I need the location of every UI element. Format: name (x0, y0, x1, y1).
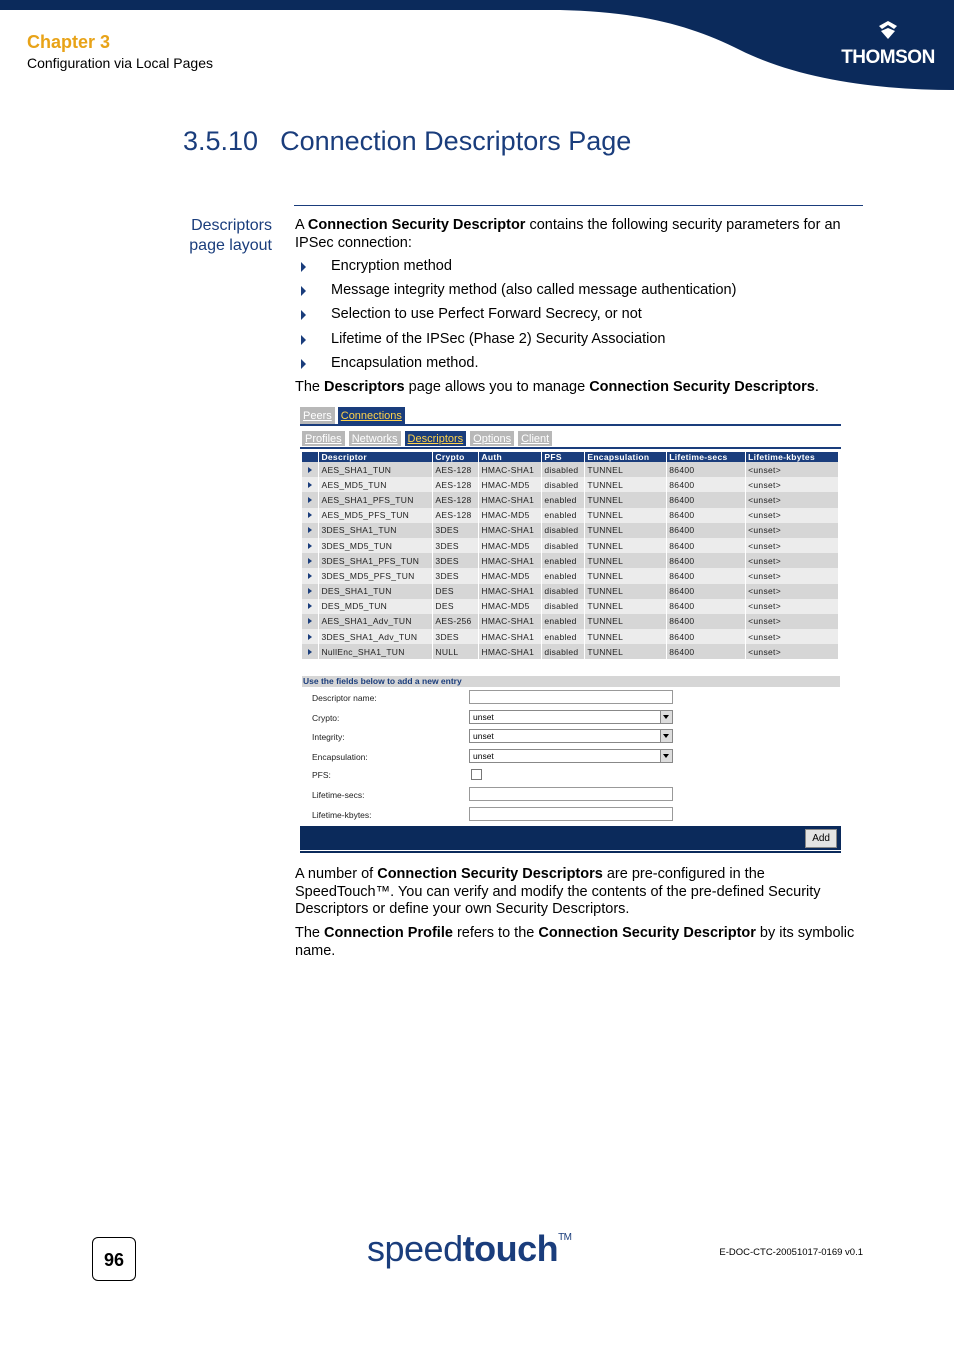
table-cell: HMAC-MD5 (479, 508, 542, 523)
table-cell: HMAC-MD5 (479, 568, 542, 583)
table-cell: HMAC-MD5 (479, 599, 542, 614)
table-cell: 86400 (667, 553, 746, 568)
chevron-down-icon (660, 730, 672, 742)
tab-divider (300, 424, 841, 426)
table-row[interactable] (302, 553, 839, 568)
button-bar (300, 826, 841, 852)
table-cell: DES (433, 584, 479, 599)
table-cell: 3DES_SHA1_Adv_TUN (319, 629, 433, 644)
row-arrow-icon[interactable] (308, 497, 312, 503)
tab-peers[interactable]: Peers (300, 407, 335, 424)
table-row[interactable] (302, 584, 839, 599)
list-item: Lifetime of the IPSec (Phase 2) Security Association (295, 331, 863, 355)
bullet-arrow-icon (301, 262, 306, 272)
brand-logo (838, 20, 938, 69)
top-tabs (300, 407, 405, 424)
table-cell: AES_MD5_PFS_TUN (319, 508, 433, 523)
row-arrow-icon[interactable] (308, 649, 312, 655)
table-cell: 86400 (667, 523, 746, 538)
table-cell: 86400 (667, 629, 746, 644)
tab-connections[interactable]: Connections (338, 407, 405, 424)
table-cell: HMAC-SHA1 (479, 492, 542, 507)
table-cell: 3DES (433, 553, 479, 568)
table-cell: AES-128 (433, 477, 479, 492)
table-cell: AES-128 (433, 462, 479, 477)
table-row[interactable] (302, 629, 839, 644)
table-cell: NullEnc_SHA1_TUN (319, 644, 433, 659)
button-bar-divider (300, 851, 841, 853)
descriptor-name-label: Descriptor name: (312, 693, 377, 703)
table-cell: enabled (542, 553, 585, 568)
lifetime-secs-label: Lifetime-secs: (312, 790, 365, 800)
table-cell: <unset> (746, 508, 839, 523)
list-item: Encryption method (295, 258, 863, 282)
table-row[interactable] (302, 644, 839, 659)
tab-descriptors[interactable]: Descriptors (405, 431, 467, 446)
table-cell: disabled (542, 462, 585, 477)
table-row[interactable] (302, 568, 839, 583)
table-cell: AES-256 (433, 614, 479, 629)
descriptors-screenshot (300, 405, 841, 853)
section-number: 3.5.10 (183, 126, 259, 156)
profile-paragraph: The Connection Profile refers to the Connection Security Descriptor by its symbolic name. (295, 925, 855, 959)
side-label-line1: Descriptors (191, 217, 272, 234)
table-cell: HMAC-MD5 (479, 477, 542, 492)
table-row[interactable] (302, 492, 839, 507)
table-cell: AES-128 (433, 492, 479, 507)
row-arrow-icon[interactable] (308, 618, 312, 624)
table-cell: 86400 (667, 462, 746, 477)
table-cell: TUNNEL (585, 568, 667, 583)
row-arrow-icon[interactable] (308, 603, 312, 609)
table-cell: 3DES_MD5_TUN (319, 538, 433, 553)
descriptors-table (302, 452, 839, 659)
row-arrow-icon[interactable] (308, 527, 312, 533)
table-row[interactable] (302, 477, 839, 492)
table-cell: <unset> (746, 629, 839, 644)
thomson-emblem-icon (877, 20, 899, 40)
table-cell: disabled (542, 538, 585, 553)
table-cell: <unset> (746, 492, 839, 507)
table-cell: DES (433, 599, 479, 614)
descriptor-name-input[interactable] (469, 690, 673, 704)
table-cell: TUNNEL (585, 462, 667, 477)
row-arrow-icon[interactable] (308, 573, 312, 579)
side-label-line2: page layout (189, 237, 272, 254)
table-cell: TUNNEL (585, 599, 667, 614)
brand-name: THOMSON (841, 47, 935, 68)
lifetime-kbytes-input[interactable] (469, 807, 673, 821)
table-cell: HMAC-SHA1 (479, 553, 542, 568)
table-cell: 86400 (667, 508, 746, 523)
encapsulation-label: Encapsulation: (312, 752, 368, 762)
table-cell: 3DES_SHA1_PFS_TUN (319, 553, 433, 568)
table-cell: TUNNEL (585, 492, 667, 507)
row-arrow-icon[interactable] (308, 512, 312, 518)
side-label (150, 216, 272, 256)
row-arrow-icon[interactable] (308, 634, 312, 640)
add-button[interactable]: Add (805, 829, 837, 848)
chevron-down-icon (660, 711, 672, 723)
table-cell: TUNNEL (585, 584, 667, 599)
table-cell: HMAC-SHA1 (479, 584, 542, 599)
table-header-row (302, 452, 839, 462)
table-row[interactable] (302, 614, 839, 629)
table-cell: TUNNEL (585, 538, 667, 553)
table-cell: AES_SHA1_PFS_TUN (319, 492, 433, 507)
table-row[interactable] (302, 462, 839, 477)
table-cell: <unset> (746, 462, 839, 477)
tab-client[interactable]: Client (518, 431, 552, 446)
tab-networks[interactable]: Networks (349, 431, 401, 446)
table-cell: enabled (542, 614, 585, 629)
row-arrow-icon[interactable] (308, 558, 312, 564)
table-cell: disabled (542, 523, 585, 538)
col-crypto: Crypto (433, 452, 479, 462)
table-cell: <unset> (746, 477, 839, 492)
pfs-checkbox[interactable] (471, 769, 482, 780)
table-cell: 3DES_MD5_PFS_TUN (319, 568, 433, 583)
table-cell: TUNNEL (585, 644, 667, 659)
table-cell: <unset> (746, 523, 839, 538)
preconfigured-paragraph: A number of Connection Security Descriptors are pre-configured in the SpeedTouch™. You can verify and modify the contents of the pre-defined Security Descriptors or define your own Security Descriptors. (295, 866, 821, 917)
table-cell: 3DES (433, 538, 479, 553)
crypto-select[interactable] (469, 710, 673, 724)
col-pfs: PFS (542, 452, 585, 462)
table-cell: <unset> (746, 614, 839, 629)
sub-tab-divider (300, 447, 841, 449)
table-cell: <unset> (746, 644, 839, 659)
table-cell: TUNNEL (585, 523, 667, 538)
col-descriptor: Descriptor (319, 452, 433, 462)
parameter-list (295, 258, 863, 379)
table-cell: <unset> (746, 553, 839, 568)
table-cell: AES_SHA1_Adv_TUN (319, 614, 433, 629)
table-cell: HMAC-SHA1 (479, 644, 542, 659)
table-cell: disabled (542, 599, 585, 614)
table-cell: DES_MD5_TUN (319, 599, 433, 614)
bullet-arrow-icon (301, 335, 306, 345)
encapsulation-select[interactable] (469, 749, 673, 763)
chapter-subtitle: Configuration via Local Pages (27, 55, 214, 71)
table-row[interactable] (302, 508, 839, 523)
table-cell: 86400 (667, 477, 746, 492)
table-row[interactable] (302, 523, 839, 538)
table-cell: enabled (542, 508, 585, 523)
table-cell: TUNNEL (585, 477, 667, 492)
list-item: Encapsulation method. (295, 355, 863, 379)
crypto-label: Crypto: (312, 713, 340, 723)
table-row[interactable] (302, 538, 839, 553)
table-cell: HMAC-SHA1 (479, 614, 542, 629)
table-cell: 86400 (667, 644, 746, 659)
lifetime-kbytes-label: Lifetime-kbytes: (312, 810, 372, 820)
col-encapsulation: Encapsulation (585, 452, 667, 462)
col-lifetime-secs: Lifetime-secs (667, 452, 746, 462)
table-cell: enabled (542, 629, 585, 644)
table-cell: enabled (542, 492, 585, 507)
list-item: Message integrity method (also called message authentication) (295, 282, 863, 306)
table-cell: AES-128 (433, 508, 479, 523)
manage-paragraph: The Descriptors page allows you to manage Connection Security Descriptors. (295, 379, 819, 395)
section-rule (294, 205, 863, 206)
bullet-arrow-icon (301, 286, 306, 296)
tab-profiles[interactable]: Profiles (302, 431, 345, 446)
chapter-label: Chapter 3 (27, 32, 111, 52)
table-cell: disabled (542, 584, 585, 599)
encapsulation-selected-value: unset (473, 751, 494, 761)
table-cell: TUNNEL (585, 553, 667, 568)
table-cell: HMAC-MD5 (479, 538, 542, 553)
table-cell: HMAC-SHA1 (479, 629, 542, 644)
table-cell: 86400 (667, 599, 746, 614)
row-arrow-icon[interactable] (308, 482, 312, 488)
table-cell: 86400 (667, 584, 746, 599)
list-item: Selection to use Perfect Forward Secrecy, or not (295, 306, 863, 330)
col-lifetime-kbytes: Lifetime-kbytes (746, 452, 839, 462)
lifetime-secs-input[interactable] (469, 787, 673, 801)
table-cell: <unset> (746, 584, 839, 599)
row-arrow-icon[interactable] (308, 588, 312, 594)
table-cell: 86400 (667, 538, 746, 553)
sub-tabs (302, 431, 552, 446)
chevron-down-icon (660, 750, 672, 762)
table-cell: <unset> (746, 538, 839, 553)
add-entry-header: Use the fields below to add a new entry (302, 676, 840, 687)
table-cell: 3DES (433, 568, 479, 583)
section-title (183, 126, 631, 157)
integrity-label: Integrity: (312, 732, 345, 742)
integrity-select[interactable] (469, 729, 673, 743)
table-body (302, 462, 839, 659)
table-row[interactable] (302, 599, 839, 614)
table-cell: <unset> (746, 599, 839, 614)
table-cell: 3DES_SHA1_TUN (319, 523, 433, 538)
table-cell: <unset> (746, 568, 839, 583)
table-cell: 86400 (667, 614, 746, 629)
col-auth: Auth (479, 452, 542, 462)
table-cell: disabled (542, 477, 585, 492)
page-number: 96 (92, 1237, 136, 1281)
table-cell: HMAC-SHA1 (479, 523, 542, 538)
integrity-selected-value: unset (473, 731, 494, 741)
table-cell: 86400 (667, 492, 746, 507)
header-swoosh (0, 0, 954, 92)
intro-paragraph: A Connection Security Descriptor contains the following security parameters for an IPSec connection: (295, 217, 841, 251)
table-cell: disabled (542, 644, 585, 659)
speedtouch-logo: speedtouch™ (367, 1228, 572, 1269)
table-cell: TUNNEL (585, 629, 667, 644)
tab-options[interactable]: Options (470, 431, 514, 446)
document-id: E-DOC-CTC-20051017-0169 v0.1 (719, 1247, 863, 1258)
bullet-arrow-icon (301, 359, 306, 369)
table-cell: HMAC-SHA1 (479, 462, 542, 477)
table-cell: 86400 (667, 568, 746, 583)
row-arrow-icon[interactable] (308, 467, 312, 473)
table-cell: DES_SHA1_TUN (319, 584, 433, 599)
table-cell: AES_MD5_TUN (319, 477, 433, 492)
section-heading: Connection Descriptors Page (280, 126, 632, 156)
pfs-label: PFS: (312, 770, 331, 780)
table-cell: 3DES (433, 523, 479, 538)
table-cell: enabled (542, 568, 585, 583)
table-cell: TUNNEL (585, 614, 667, 629)
table-cell: NULL (433, 644, 479, 659)
table-cell: TUNNEL (585, 508, 667, 523)
table-cell: AES_SHA1_TUN (319, 462, 433, 477)
bullet-arrow-icon (301, 310, 306, 320)
table-cell: 3DES (433, 629, 479, 644)
crypto-selected-value: unset (473, 712, 494, 722)
row-arrow-icon[interactable] (308, 543, 312, 549)
